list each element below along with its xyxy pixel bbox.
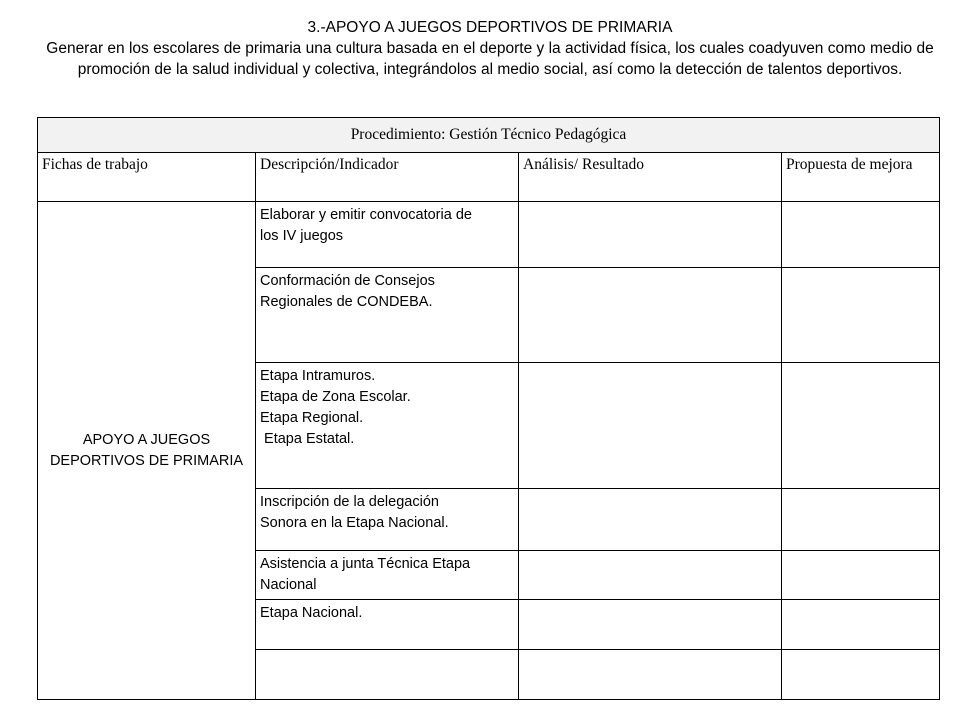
description-line: Elaborar y emitir convocatoria de — [260, 207, 472, 223]
analysis-cell — [519, 551, 782, 600]
analysis-cell — [519, 363, 782, 489]
description-cell — [256, 363, 519, 489]
analysis-cell — [519, 268, 782, 363]
column-header-descripcion: Descripción/Indicador — [256, 153, 519, 202]
description-cell — [256, 489, 519, 551]
procedure-title: Procedimiento: Gestión Técnico Pedagógica — [38, 118, 940, 153]
description-cell — [256, 600, 519, 650]
column-header-fichas: Fichas de trabajo — [38, 153, 256, 202]
description-cell — [256, 650, 519, 700]
ficha-cell: APOYO A JUEGOS DEPORTIVOS DE PRIMARIA — [38, 202, 256, 700]
description-line: Nacional — [260, 577, 317, 593]
description-line: Sonora en la Etapa Nacional. — [260, 515, 449, 531]
proposal-cell — [782, 551, 940, 600]
analysis-cell — [519, 202, 782, 268]
description-line: Etapa Regional. — [260, 410, 364, 426]
description-line: Etapa Estatal. — [260, 431, 355, 447]
description-line: Conformación de Consejos — [260, 273, 435, 289]
proposal-cell — [782, 600, 940, 650]
analysis-cell — [519, 650, 782, 700]
proposal-cell — [782, 268, 940, 363]
page-heading — [40, 17, 940, 80]
description-line: Asistencia a junta Técnica Etapa — [260, 556, 471, 572]
procedure-row — [38, 118, 940, 153]
header-row — [38, 153, 940, 202]
proposal-cell — [782, 489, 940, 551]
proposal-cell — [782, 363, 940, 489]
description-line: Etapa Intramuros. — [260, 368, 376, 384]
column-header-propuesta: Propuesta de mejora — [782, 153, 940, 202]
analysis-cell — [519, 489, 782, 551]
description-line: Inscripción de la delegación — [260, 494, 439, 510]
proposal-cell — [782, 650, 940, 700]
analysis-cell — [519, 600, 782, 650]
description-cell — [256, 202, 519, 268]
description-cell — [256, 268, 519, 363]
objective-text: Generar en los escolares de primaria una cultura basada en el deporte y la actividad física, los cuales coadyuven como medio de promoción de la salud individual y colectiva, integrándolos al medio social, así como la detección de talentos deportivos. — [46, 40, 934, 78]
proposal-cell — [782, 202, 940, 268]
description-line: Etapa de Zona Escolar. — [260, 389, 411, 405]
column-header-analisis: Análisis/ Resultado — [519, 153, 782, 202]
table-row — [38, 202, 940, 268]
procedure-table — [37, 117, 940, 700]
description-cell — [256, 551, 519, 600]
description-line: Etapa Nacional. — [260, 605, 363, 621]
description-line: los IV juegos — [260, 228, 344, 244]
description-line: Regionales de CONDEBA. — [260, 294, 433, 310]
page-title: 3.-APOYO A JUEGOS DEPORTIVOS DE PRIMARIA — [307, 19, 673, 36]
